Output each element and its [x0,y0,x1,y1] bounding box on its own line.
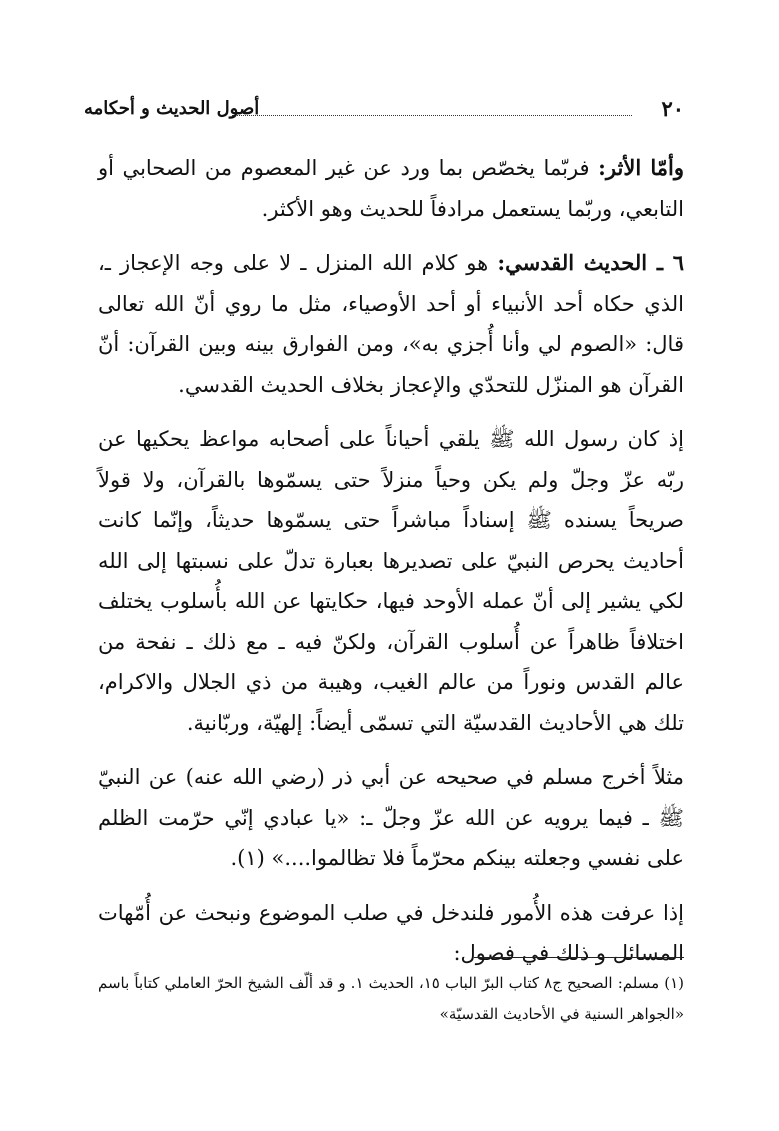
paragraph-hadith-qudsi [98,243,684,405]
paragraph-conclusion [98,893,684,974]
paragraph-explanation [98,419,684,743]
running-title: أصول الحديث و أحكامه [84,98,260,119]
page-header [84,96,684,126]
paragraph-text: إذ كان رسول الله ﷺ يلقي أحياناً على أصحابه مواعظ يحكيها عن ربّه عزّ وجلّ ولم يكن وحياً منزلاً حتى يسمّوها بالقرآن، ولا قولاً صريحاً يسنده ﷺ إسناداً مباشراً حتى يسمّوها حديثاً، وإنّما كانت أحاديث يحرص النبيّ على تصديرها بعبارة تدلّ على نسبتها إلى الله لكي يشير إلى أنّ عمله الأوحد فيها، حكايتها عن الله بأُسلوب يختلف اختلافاً ظاهراً عن أُسلوب القرآن، ولكنّ فيه ـ مع ذلك ـ نفحة من عالم القدس ونوراً من عالم الغيب، وهيبة من ذي الجلال والاكرام، تلك هي الأحاديث القدسيّة التي تسمّى أيضاً: إلهيّة، وربّانية. [98,427,684,735]
page-number: ٢٠ [661,96,684,121]
footnote-rule [474,957,684,958]
body-text [98,148,684,988]
paragraph-text: هو كلام الله المنزل ـ لا على وجه الإعجاز ـ، الذي حكاه أحد الأنبياء أو أحد الأوصياء، مثل ما روي أنّ الله تعالى قال: «الصوم لي وأنا أُجزي به»، ومن الفوارق بينه وبين القرآن: أنّ القرآن هو المنزّل للتحدّي والإعجاز بخلاف الحديث القدسي. [98,251,684,397]
paragraph-athar [98,148,684,229]
paragraph-text: مثلاً أخرج مسلم في صحيحه عن أبي ذر (رضي الله عنه) عن النبيّ ﷺ ـ فيما يرويه عن الله عزّ وجلّ ـ: «يا عبادي إنّي حرّمت الظلم على نفسي وجعلته بينكم محرّماً فلا تظالموا....» (١). [98,765,684,870]
paragraph-example [98,757,684,879]
paragraph-text: فربّما يخصّص بما ورد عن غير المعصوم من الصحابي أو التابعي، وربّما يستعمل مرادفاً للحديث وهو الأكثر. [98,156,684,221]
header-dotted-rule [232,115,632,116]
footnote: (١) مسلم: الصحيح ج٨ كتاب البرّ الباب ١٥، الحديث ١. و قد ألّف الشيخ الحرّ العاملي كتاباً باسم «الجواهر السنية في الأحاديث القدسيّة» [98,974,684,1023]
paragraph-text: إذا عرفت هذه الأُمور فلندخل في صلب الموضوع ونبحث عن أُمّهات المسائل و ذلك في فصول: [98,900,684,965]
paragraph-lead: وأمّا الأثر: [598,155,684,180]
paragraph-lead: ٦ ـ الحديث القدسي: [497,250,684,275]
